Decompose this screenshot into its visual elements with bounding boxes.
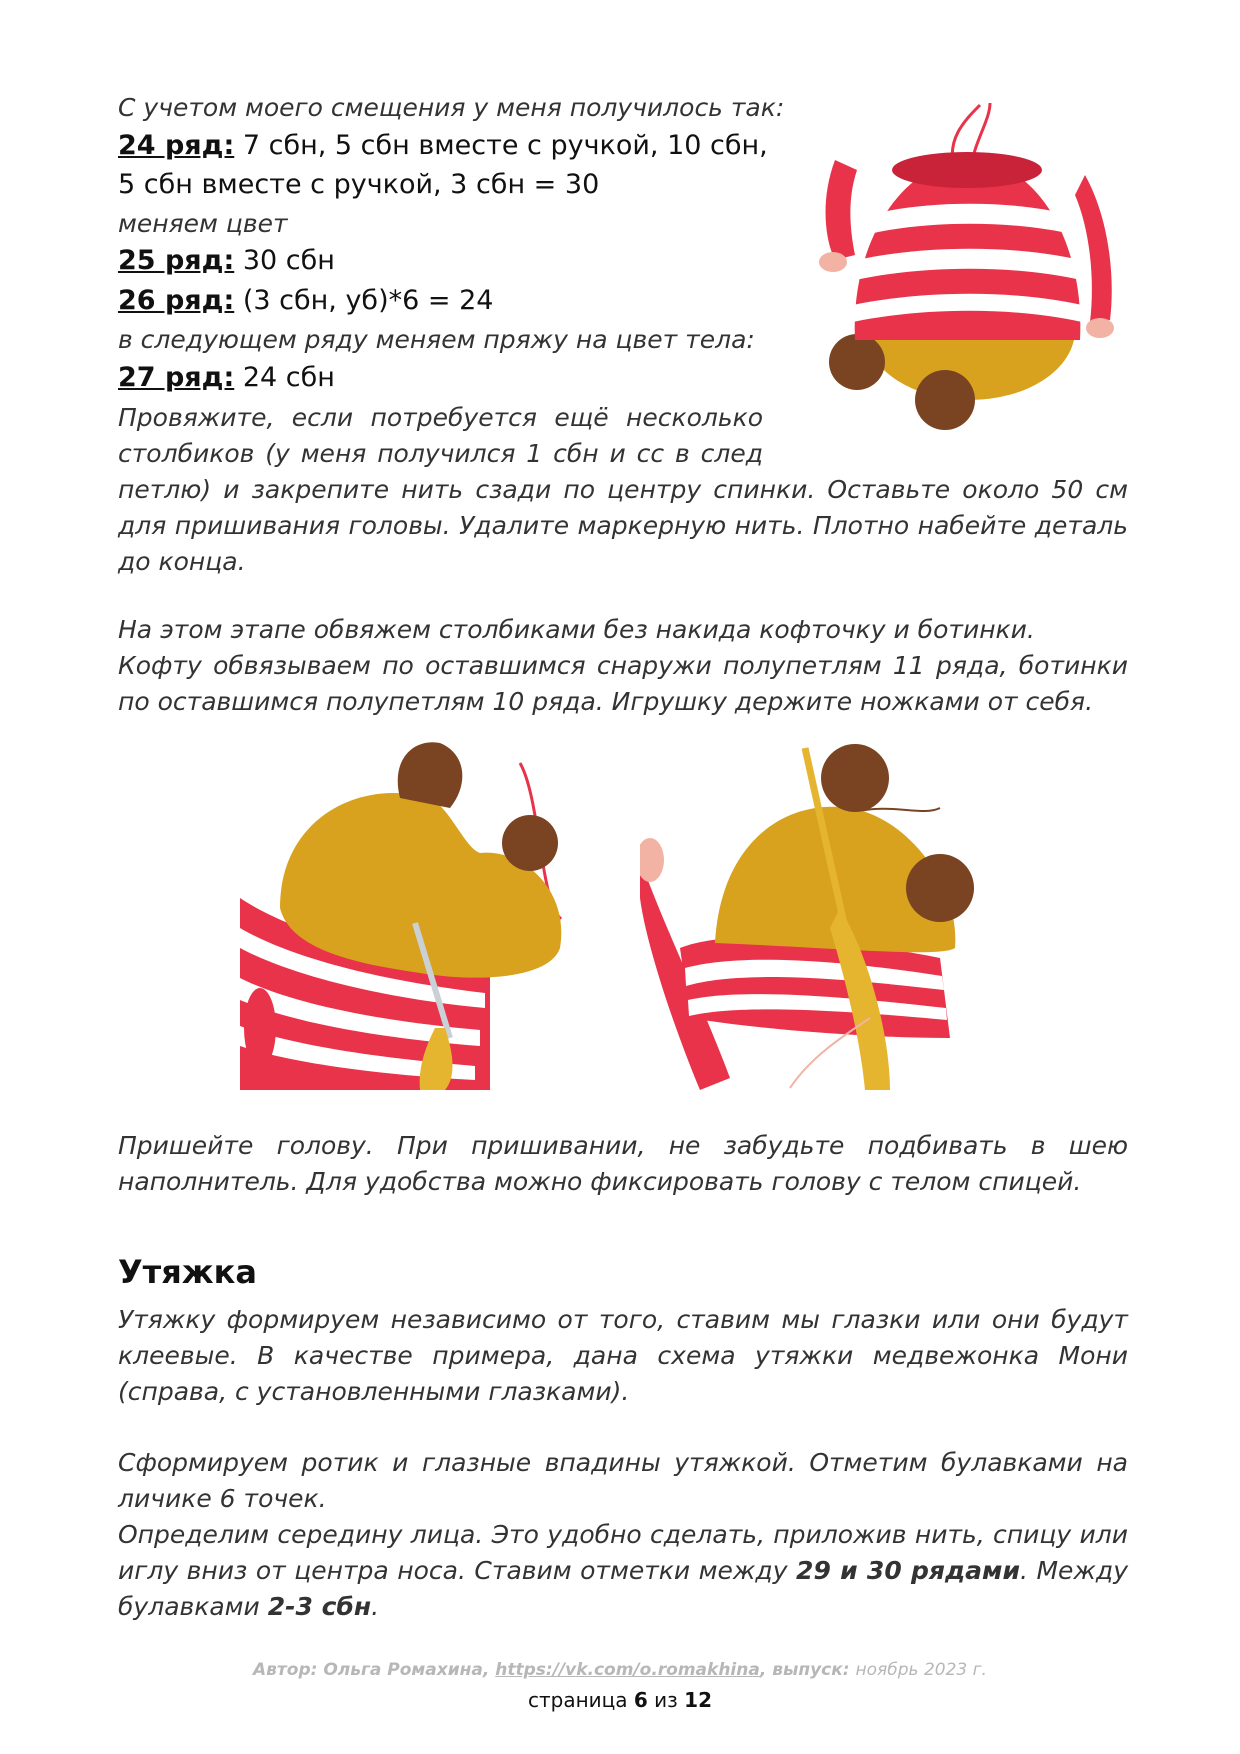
- para-face-middle-e: .: [371, 1592, 380, 1621]
- para-knit-more-line2: столбиков (у меня получился 1 сбн и сс в след: [118, 439, 763, 468]
- row-25: [118, 242, 1128, 280]
- photo-edging-sweater: [240, 738, 595, 1090]
- between-pins-count: 2-3 сбн: [267, 1592, 372, 1621]
- para-knit-more-line1: Провяжите, если потребуется ещё несколько: [118, 403, 763, 432]
- row-24-line1: [118, 127, 1128, 165]
- row-27-text: 24 сбн: [234, 362, 335, 393]
- para-sew-head: Пришейте голову. При пришивании, не забудьте подбивать в шею наполнитель. Для удобства можно фиксировать голову с телом спицей.: [118, 1131, 1128, 1196]
- row-26-text: (3 сбн, уб)*6 = 24: [234, 285, 494, 316]
- row-24-text1: 7 сбн, 5 сбн вместе с ручкой, 10 сбн,: [234, 130, 768, 161]
- issue-label: , выпуск:: [759, 1660, 856, 1680]
- page-of: из: [647, 1688, 685, 1712]
- row-27-label: 27 ряд:: [118, 362, 235, 393]
- author-label: Автор: Ольга Ромахина,: [253, 1660, 496, 1680]
- row-25-text: 30 сбн: [234, 245, 335, 276]
- page-total: 12: [684, 1688, 713, 1712]
- text-intro: С учетом моего смещения у меня получилось так:: [118, 93, 785, 122]
- row-24-label: 24 ряд:: [118, 130, 235, 161]
- photo-edging-boots: [640, 738, 995, 1090]
- footer-credits: [0, 1660, 1240, 1680]
- row-27: [118, 359, 1128, 397]
- para-tightening-intro: Утяжку формируем независимо от того, ставим мы глазки или они будут клеевые. В качестве примера, дана схема утяжки медвежонка Мони (справа, с установленными глазками).: [118, 1305, 1128, 1406]
- heading-utyazhka: Утяжка: [118, 1253, 257, 1291]
- para-face-middle-a: Определим середину лица. Это удобно сделать, приложив нить, спицу или иглу вниз от центра носа. Ставим отметки между: [118, 1520, 1128, 1585]
- row-25-label: 25 ряд:: [118, 245, 235, 276]
- para-edging-line1: На этом этапе обвяжем столбиками без накида кофточку и ботинки.: [118, 615, 1035, 644]
- row-24-line2: 5 сбн вместе с ручкой, 3 сбн = 30: [118, 169, 600, 200]
- row-26: [118, 282, 1128, 320]
- issue-value: ноябрь 2023 г.: [855, 1660, 987, 1680]
- para-mark-points: Сформируем ротик и глазные впадины утяжкой. Отметим булавками на личике 6 точек.: [118, 1448, 1128, 1513]
- para-fasten-thread: петлю) и закрепите нить сзади по центру спинки. Оставьте около 50 см для пришивания головы. Удалите маркерную нить. Плотно набейте деталь до конца.: [118, 475, 1128, 576]
- para-face-middle-c: . Между булавками: [118, 1556, 1128, 1621]
- author-link[interactable]: https://vk.com/o.romakhina: [495, 1660, 760, 1680]
- page-number: [0, 1688, 1240, 1712]
- page-word: страница: [527, 1688, 634, 1712]
- note-change-color: меняем цвет: [118, 209, 288, 238]
- row-26-label: 26 ряд:: [118, 285, 235, 316]
- note-change-yarn: в следующем ряду меняем пряжу на цвет тела:: [118, 325, 755, 354]
- para-face-middle: [118, 1517, 1128, 1625]
- page-current: 6: [633, 1688, 648, 1712]
- para-edging-rest: Кофту обвязываем по оставшимся снаружи полупетлям 11 ряда, ботинки по оставшимся полупетлям 10 ряда. Игрушку держите ножками от себя.: [118, 651, 1128, 716]
- rows-29-30: 29 и 30 рядами: [796, 1556, 1020, 1585]
